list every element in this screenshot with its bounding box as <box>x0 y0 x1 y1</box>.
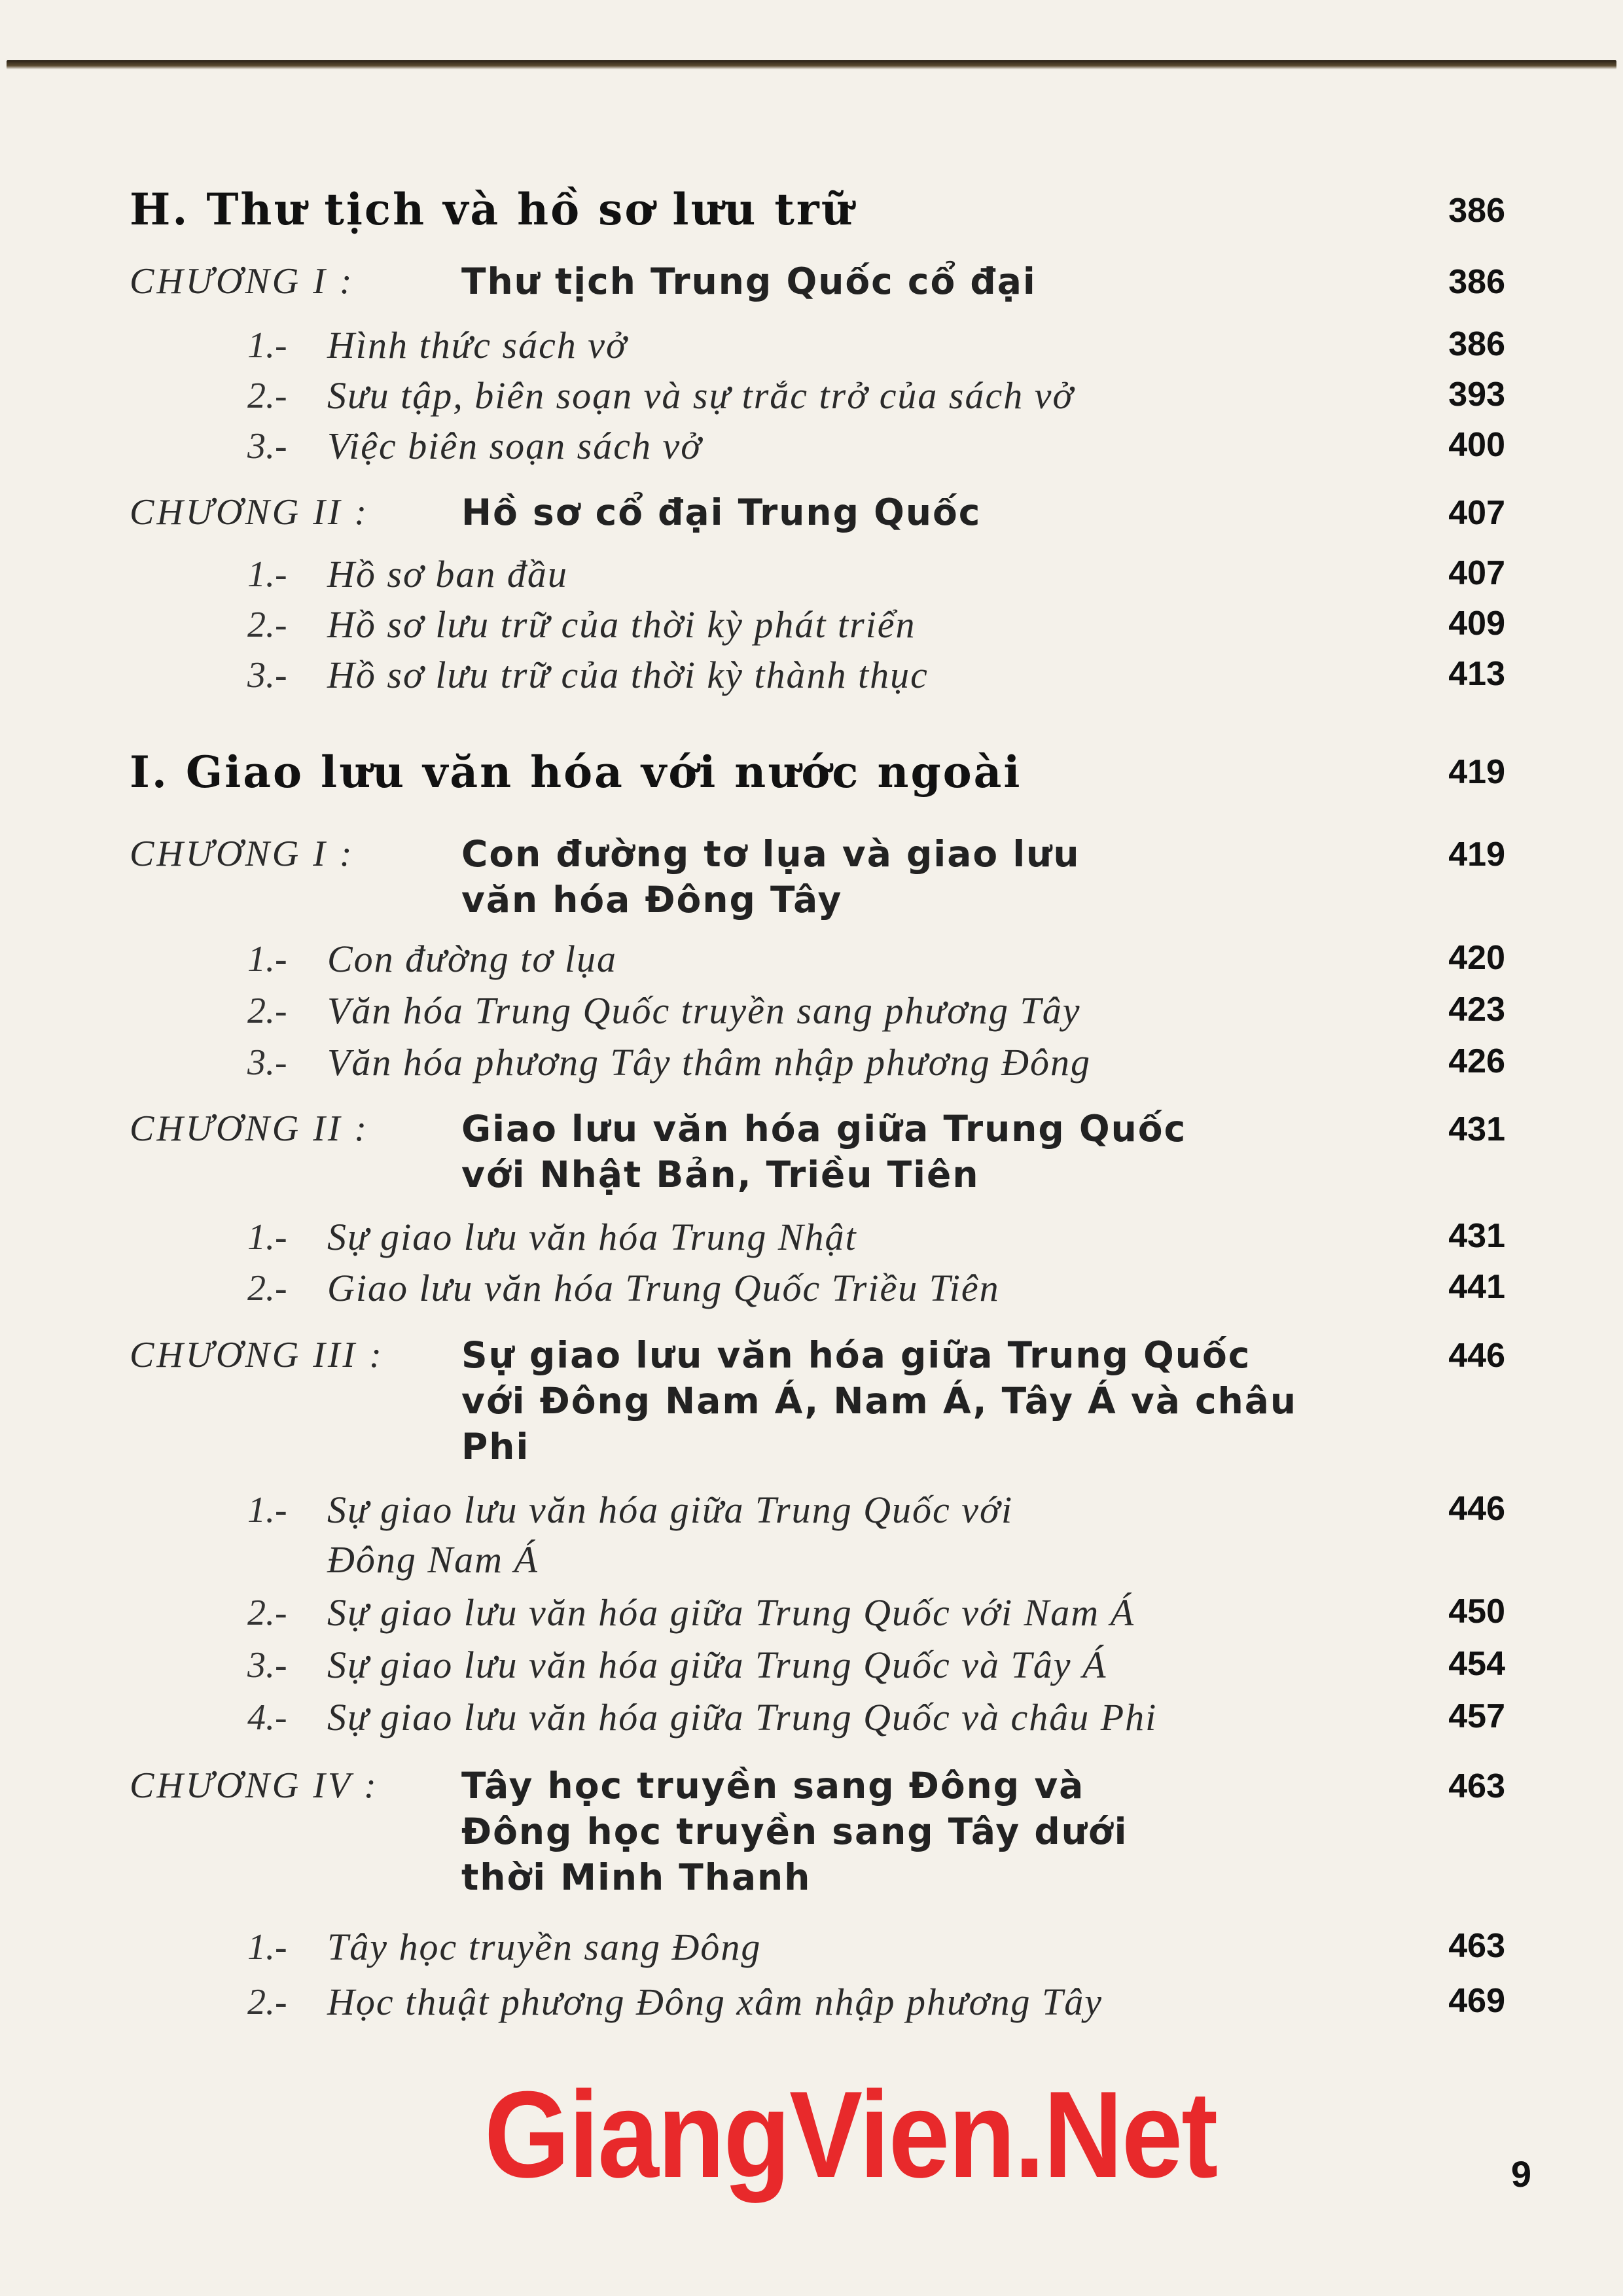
item-number: 2.- <box>247 991 287 1031</box>
item-title: Hồ sơ ban đầu <box>327 553 568 595</box>
chapter-title: Con đường tơ lụa và giao lưu văn hóa Đông Tây <box>461 833 1080 921</box>
page-ref: 386 <box>1448 325 1505 363</box>
page-ref: 393 <box>1448 376 1505 414</box>
page-ref: 420 <box>1448 939 1505 977</box>
page-ref: 413 <box>1448 655 1505 693</box>
section-title: H. Thư tịch và hồ sơ lưu trữ <box>130 184 855 235</box>
item-number: 1.- <box>247 554 287 595</box>
item-number: 3.- <box>247 1645 287 1686</box>
item-title: Sự giao lưu văn hóa giữa Trung Quốc và Tây Á <box>327 1644 1107 1686</box>
item-title: Văn hóa Trung Quốc truyền sang phương Tây <box>327 989 1081 1032</box>
item-number: 3.- <box>247 1042 287 1083</box>
chapter-label: CHƯƠNG I : <box>130 261 355 302</box>
page-ref: 441 <box>1448 1268 1505 1306</box>
page-ref: 457 <box>1448 1697 1505 1735</box>
section-title: I. Giao lưu văn hóa với nước ngoài <box>130 747 1022 798</box>
page-ref: 463 <box>1448 1767 1505 1805</box>
item-title: Hình thức sách vở <box>327 324 628 366</box>
item-number: 2.- <box>247 376 287 416</box>
page-ref: 386 <box>1448 263 1505 301</box>
page-ref: 446 <box>1448 1490 1505 1528</box>
chapter-title: Giao lưu văn hóa giữa Trung Quốc với Nhật Bản, Triều Tiên <box>461 1108 1187 1195</box>
item-number: 2.- <box>247 1982 287 2022</box>
item-title: Giao lưu văn hóa Trung Quốc Triều Tiên <box>327 1267 1000 1309</box>
item-number: 1.- <box>247 939 287 980</box>
item-number: 1.- <box>247 325 287 366</box>
page-ref: 423 <box>1448 991 1505 1029</box>
chapter-label: CHƯƠNG II : <box>130 492 370 533</box>
page-ref: 407 <box>1448 554 1505 592</box>
item-number: 2.- <box>247 1593 287 1633</box>
item-title: Học thuật phương Đông xâm nhập phương Tây <box>327 1981 1103 2023</box>
item-number: 3.- <box>247 426 287 467</box>
page-ref: 419 <box>1448 836 1505 874</box>
chapter-label: CHƯƠNG I : <box>130 834 355 874</box>
item-title: Hồ sơ lưu trữ của thời kỳ thành thục <box>327 654 929 696</box>
item-number: 2.- <box>247 605 287 645</box>
watermark-logo: GiangVien.Net <box>484 2065 1217 2204</box>
page-ref: 450 <box>1448 1593 1505 1631</box>
item-number: 1.- <box>247 1490 287 1530</box>
item-title: Sự giao lưu văn hóa giữa Trung Quốc và châu Phi <box>327 1696 1158 1739</box>
item-number: 2.- <box>247 1268 287 1309</box>
page-number: 9 <box>1510 2153 1531 2195</box>
item-title: Văn hóa phương Tây thâm nhập phương Đông <box>327 1041 1091 1084</box>
page-ref: 419 <box>1448 753 1505 791</box>
item-number: 3.- <box>247 655 287 696</box>
chapter-title: Thư tịch Trung Quốc cổ đại <box>461 260 1037 302</box>
chapter-label: CHƯƠNG II : <box>130 1108 370 1149</box>
item-title: Sưu tập, biên soạn và sự trắc trở của sách vở <box>327 374 1075 417</box>
page-ref: 454 <box>1448 1645 1505 1683</box>
item-number: 1.- <box>247 1217 287 1258</box>
page-ref: 409 <box>1448 605 1505 643</box>
item-title: Sự giao lưu văn hóa giữa Trung Quốc với Nam Á <box>327 1591 1135 1634</box>
item-title: Con đường tơ lụa <box>327 938 617 980</box>
chapter-title: Hồ sơ cổ đại Trung Quốc <box>461 491 982 533</box>
item-number: 1.- <box>247 1927 287 1968</box>
page-ref: 463 <box>1448 1927 1505 1965</box>
item-number: 4.- <box>247 1697 287 1738</box>
item-title: Sự giao lưu văn hóa giữa Trung Quốc với Đông Nam Á <box>327 1489 1014 1581</box>
chapter-title: Sự giao lưu văn hóa giữa Trung Quốc với Đông Nam Á, Nam Á, Tây Á và châu Phi <box>461 1334 1298 1468</box>
page-ref: 431 <box>1448 1110 1505 1148</box>
chapter-label: CHƯƠNG III : <box>130 1335 384 1375</box>
page-ref: 400 <box>1448 426 1505 464</box>
item-title: Tây học truyền sang Đông <box>327 1926 762 1968</box>
chapter-label: CHƯƠNG IV : <box>130 1765 379 1806</box>
item-title: Hồ sơ lưu trữ của thời kỳ phát triển <box>327 603 916 646</box>
page-ref: 446 <box>1448 1337 1505 1375</box>
page-ref: 426 <box>1448 1042 1505 1080</box>
item-title: Sự giao lưu văn hóa Trung Nhật <box>327 1216 857 1258</box>
page-ref: 386 <box>1448 192 1505 230</box>
page-ref: 407 <box>1448 494 1505 532</box>
page-ref: 431 <box>1448 1217 1505 1255</box>
item-title: Việc biên soạn sách vở <box>327 425 703 467</box>
chapter-title: Tây học truyền sang Đông và Đông học truyền sang Tây dưới thời Minh Thanh <box>461 1765 1128 1898</box>
page-ref: 469 <box>1448 1982 1505 2020</box>
